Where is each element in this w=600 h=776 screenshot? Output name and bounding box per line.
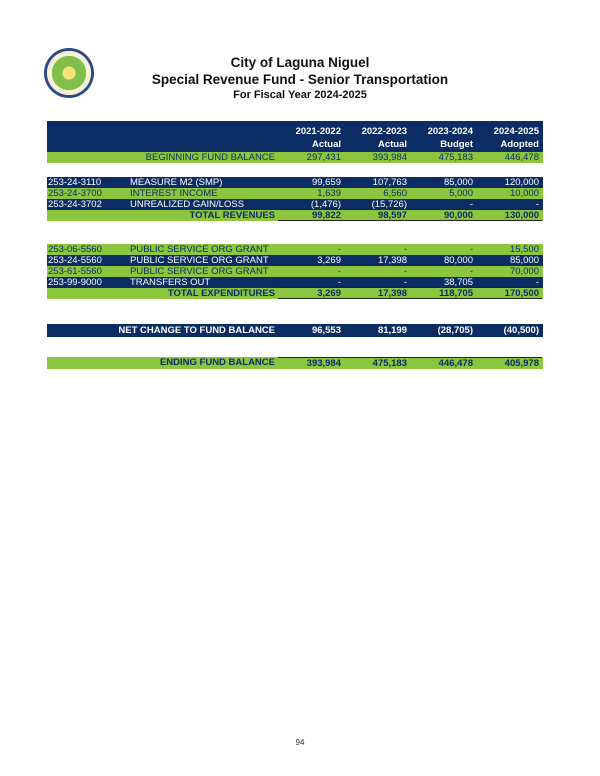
- table-cell: 6,560: [383, 188, 407, 199]
- table-cell: 393,984: [306, 358, 341, 369]
- table-cell: MEASURE M2 (SMP): [130, 177, 223, 188]
- table-cell: 96,553: [311, 325, 341, 336]
- table-cell: 5,000: [449, 188, 473, 199]
- revenue-row: [47, 188, 543, 199]
- table-cell: Actual: [377, 139, 407, 150]
- table-cell: TOTAL REVENUES: [189, 210, 275, 221]
- table-cell: -: [535, 199, 539, 210]
- table-cell: 17,398: [377, 255, 407, 266]
- table-cell: 90,000: [443, 210, 473, 221]
- table-cell: 253-24-5560: [48, 255, 102, 266]
- table-cell: -: [337, 277, 341, 288]
- table-cell: TRANSFERS OUT: [130, 277, 211, 288]
- fiscal-year: For Fiscal Year 2024-2025: [233, 89, 367, 101]
- table-cell: 15,500: [509, 244, 539, 255]
- table-cell: 475,183: [372, 358, 407, 369]
- table-cell: 253-99-9000: [48, 277, 102, 288]
- table-cell: Adopted: [500, 139, 539, 150]
- table-cell: -: [337, 244, 341, 255]
- table-cell: 107,763: [372, 177, 407, 188]
- table-cell: -: [469, 199, 473, 210]
- table-cell: 475,183: [438, 152, 473, 163]
- table-cell: -: [403, 244, 407, 255]
- table-cell: 393,984: [372, 152, 407, 163]
- table-cell: 253-24-3110: [48, 177, 102, 188]
- table-cell: ENDING FUND BALANCE: [159, 357, 275, 368]
- column-header: [344, 121, 410, 152]
- table-cell: INTEREST INCOME: [130, 188, 218, 199]
- table-cell: 85,000: [509, 255, 539, 266]
- table-cell: PUBLIC SERVICE ORG GRANT: [130, 266, 269, 277]
- table-cell: 99,822: [311, 210, 341, 221]
- table-cell: 38,705: [443, 277, 473, 288]
- column-header: [278, 121, 344, 152]
- table-cell: 120,000: [504, 177, 539, 188]
- report-subtitle: Special Revenue Fund - Senior Transportation: [151, 72, 449, 87]
- table-cell: (40,500): [503, 325, 539, 336]
- table-cell: 118,705: [439, 288, 473, 299]
- ending-balance-row: [47, 357, 543, 369]
- table-cell: PUBLIC SERVICE ORG GRANT: [130, 244, 269, 255]
- table-cell: 2024-2025: [493, 126, 539, 137]
- table-cell: 98,597: [377, 210, 407, 221]
- page-number: 94: [295, 738, 305, 747]
- table-cell: 10,000: [509, 188, 539, 199]
- table-cell: 2022-2023: [361, 126, 407, 137]
- table-cell: 253-61-5560: [48, 266, 102, 277]
- table-cell: Budget: [440, 139, 473, 150]
- table-cell: -: [403, 277, 407, 288]
- table-cell: 81,199: [377, 325, 407, 336]
- table-cell: (1,476): [310, 199, 341, 210]
- table-cell: 253-24-3702: [48, 199, 102, 210]
- expenditure-row: [47, 244, 543, 255]
- beginning-balance-row: [47, 152, 543, 163]
- table-cell: 2021-2022: [295, 126, 341, 137]
- table-cell: 130,000: [504, 210, 539, 221]
- table-cell: 405,978: [504, 358, 539, 369]
- column-header: [476, 121, 542, 152]
- table-cell: 253-24-3700: [48, 188, 102, 199]
- report-title-block: [0, 54, 600, 103]
- table-cell: -: [337, 266, 341, 277]
- table-cell: BEGINNING FUND BALANCE: [145, 152, 275, 163]
- expenditure-row: [47, 255, 543, 266]
- table-cell: -: [469, 244, 473, 255]
- report-title: City of Laguna Niguel: [230, 55, 370, 70]
- table-cell: 297,431: [306, 152, 341, 163]
- table-cell: 2023-2024: [427, 126, 473, 137]
- column-header: [410, 121, 476, 152]
- table-cell: UNREALIZED GAIN/LOSS: [130, 199, 245, 210]
- total-expenditures-row: [47, 288, 543, 299]
- table-cell: 70,000: [509, 266, 539, 277]
- total-revenues-row: [47, 210, 543, 221]
- table-cell: NET CHANGE TO FUND BALANCE: [118, 325, 275, 336]
- table-cell: PUBLIC SERVICE ORG GRANT: [130, 255, 269, 266]
- table-cell: 170,500: [504, 288, 539, 299]
- table-cell: 3,269: [317, 255, 341, 266]
- table-cell: -: [403, 266, 407, 277]
- net-change-row: [47, 324, 543, 337]
- table-cell: -: [535, 277, 539, 288]
- table-cell: 446,478: [504, 152, 539, 163]
- table-cell: TOTAL EXPENDITURES: [167, 288, 275, 299]
- revenue-row: [47, 177, 543, 188]
- table-cell: -: [469, 266, 473, 277]
- table-cell: (15,726): [371, 199, 407, 210]
- table-cell: 85,000: [443, 177, 473, 188]
- expenditure-row: [47, 266, 543, 277]
- table-cell: 3,269: [317, 288, 341, 299]
- table-header: [47, 121, 543, 152]
- table-cell: 80,000: [443, 255, 473, 266]
- table-cell: 446,478: [438, 358, 473, 369]
- table-cell: 99,659: [311, 177, 341, 188]
- table-cell: Actual: [311, 139, 341, 150]
- table-cell: (28,705): [437, 325, 473, 336]
- table-cell: 253-06-5560: [48, 244, 102, 255]
- table-cell: 1,639: [317, 188, 341, 199]
- table-cell: 17,398: [377, 288, 407, 299]
